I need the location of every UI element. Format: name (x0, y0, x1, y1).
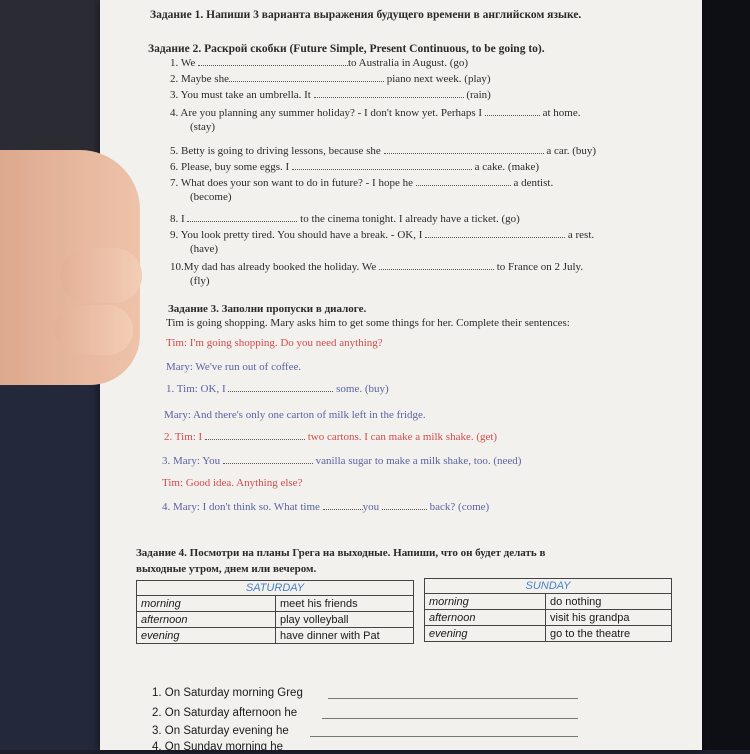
sunday-plan: visit his grandpa (546, 610, 672, 626)
task2-item-9-verb: (have) (190, 243, 219, 255)
saturday-time: morning (137, 596, 276, 612)
background-right (702, 0, 750, 750)
answer-line (310, 736, 578, 737)
task2-item-5: 5. Betty is going to driving lessons, because she a car. (buy) (170, 145, 597, 157)
task3-intro: Tim is going shopping. Mary asks him to get some things for her. Complete their sentences: (166, 317, 570, 329)
sunday-time: evening (425, 626, 546, 642)
answer-line (328, 698, 578, 699)
dialogue-line-1: Tim: I'm going shopping. Do you need anything? (166, 337, 383, 349)
sunday-plan: do nothing (546, 594, 672, 610)
sunday-time: morning (425, 594, 546, 610)
saturday-plan: play volleyball (276, 612, 414, 628)
task2-item-9: 9. You look pretty tired. You should have a break. - OK, I a rest. (170, 229, 595, 241)
dialogue-line-3: 1. Tim: OK, I some. (buy) (166, 383, 389, 395)
dialogue-line-4: Mary: And there's only one carton of milk left in the fridge. (164, 409, 426, 421)
task2-item-1: 1. We to Australia in August. (go) (170, 57, 469, 69)
worksheet-paper (100, 0, 702, 753)
task2-item-3: 3. You must take an umbrella. It (rain) (170, 89, 491, 101)
dialogue-line-5: 2. Tim: I two cartons. I can make a milk shake. (get) (164, 431, 498, 443)
task2-item-4-verb: (stay) (190, 121, 216, 133)
task4-answer-1: 1. On Saturday morning Greg (152, 687, 303, 699)
dialogue-line-2: Mary: We've run out of coffee. (166, 361, 302, 373)
task4-answer-2: 2. On Saturday afternoon he (152, 707, 298, 719)
task4-title-line1: Задание 4. Посмотри на планы Грега на выходные. Напиши, что он будет делать в (136, 547, 546, 559)
task2-item-4: 4. Are you planning any summer holiday? - I don't know yet. Perhaps I at home. (170, 107, 581, 119)
task2-item-7: 7. What does your son want to do in future? - I hope he a dentist. (170, 177, 554, 189)
task2-item-6: 6. Please, buy some eggs. I a cake. (make) (170, 161, 540, 173)
sunday-plan: go to the theatre (546, 626, 672, 642)
task2-item-7-verb: (become) (190, 191, 232, 203)
task2-item-2: 2. Maybe she piano next week. (play) (170, 73, 491, 85)
sunday-time: afternoon (425, 610, 546, 626)
answer-line (322, 718, 578, 719)
finger (60, 248, 142, 303)
task1-title: Задание 1. Напиши 3 варианта выражения будущего времени в английском языке. (150, 9, 582, 21)
saturday-plan: have dinner with Pat (276, 628, 414, 644)
saturday-table (136, 580, 414, 644)
saturday-time: afternoon (137, 612, 276, 628)
saturday-header: SATURDAY (137, 581, 414, 596)
task3-title: Задание 3. Заполни пропуски в диалоге. (168, 303, 367, 315)
saturday-plan: meet his friends (276, 596, 414, 612)
task2-item-10: 10.My dad has already booked the holiday. We to France on 2 July. (170, 261, 584, 273)
dialogue-line-6: 3. Mary: You vanilla sugar to make a milk shake, too. (need) (162, 455, 522, 467)
sunday-header: SUNDAY (425, 579, 672, 594)
dialogue-line-8: 4. Mary: I don't think so. What time you back? (come) (162, 501, 490, 513)
dialogue-line-7: Tim: Good idea. Anything else? (162, 477, 303, 489)
finger (55, 305, 133, 355)
task4-title-line2: выходные утром, днем или вечером. (136, 563, 317, 575)
task4-answer-4: 4. On Sunday morning he (152, 741, 284, 753)
sunday-table (424, 578, 672, 642)
task2-item-8: 8. I to the cinema tonight. I already have a ticket. (go) (170, 213, 520, 225)
task2-item-10-verb: (fly) (190, 275, 210, 287)
task2-title: Задание 2. Раскрой скобки (Future Simple, Present Continuous, to be going to). (148, 43, 545, 55)
saturday-time: evening (137, 628, 276, 644)
task4-answer-3: 3. On Saturday evening he (152, 725, 289, 737)
